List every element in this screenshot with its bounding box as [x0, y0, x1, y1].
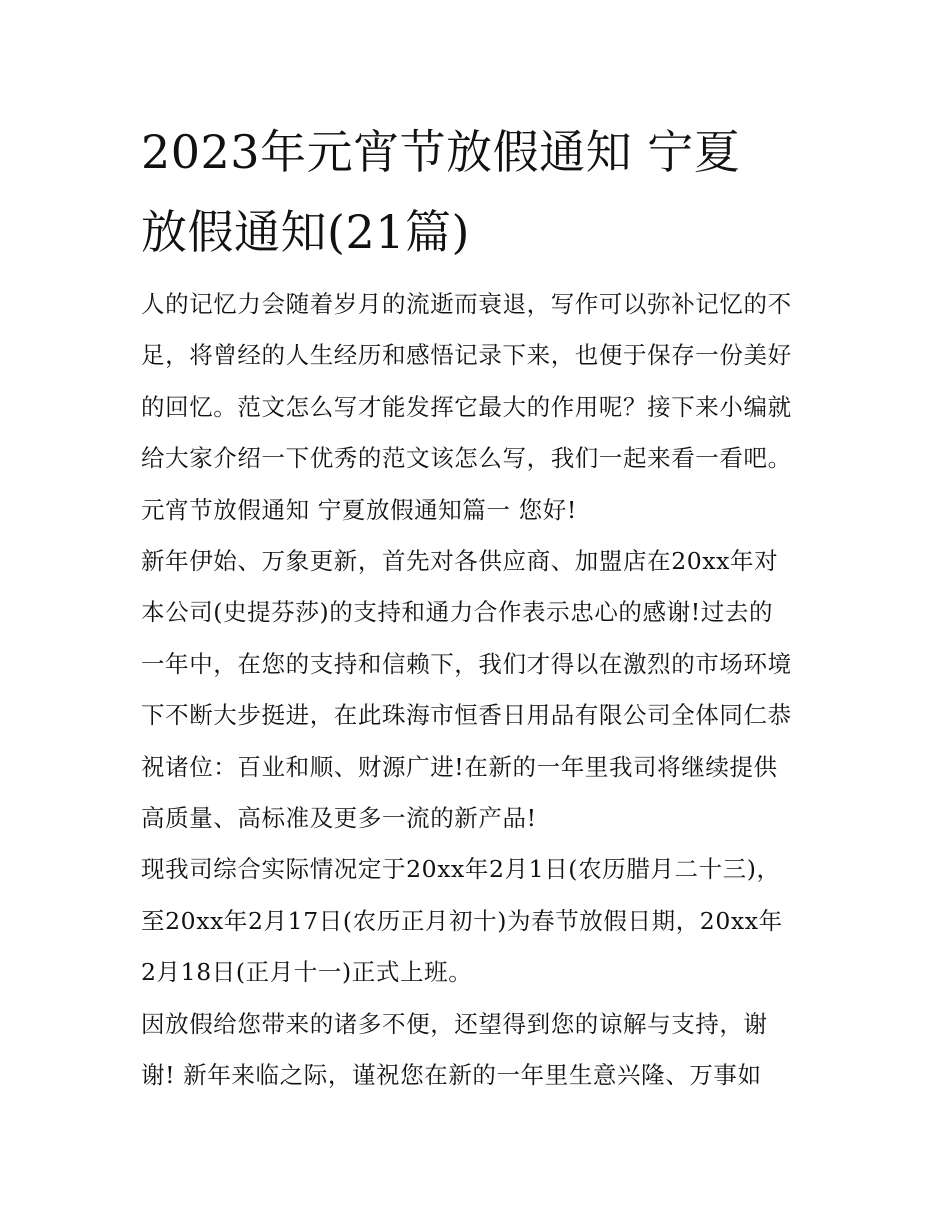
text-line: 元宵节放假通知 宁夏放假通知篇一 您好!	[141, 495, 577, 524]
document-body	[141, 279, 821, 1102]
text-line: 足，将曾经的人生经历和感悟记录下来，也便于保存一份美好	[141, 341, 792, 370]
text-line: 本公司(史提芬莎)的支持和通力合作表示忠心的感谢!过去的	[141, 598, 774, 627]
title-line-1: 2023年元宵节放假通知 宁夏	[141, 125, 741, 179]
text-line: 祝诸位：百业和顺、财源广进!在新的一年里我司将继续提供	[141, 752, 778, 781]
intro-paragraph	[141, 279, 821, 485]
text-line: 现我司综合实际情况定于20xx年2月1日(农历腊月二十三)，	[141, 855, 781, 884]
greeting-paragraph	[141, 536, 821, 844]
text-line: 下不断大步挺进，在此珠海市恒香日用品有限公司全体同仁恭	[141, 701, 792, 730]
text-line: 因放假给您带来的诸多不便，还望得到您的谅解与支持，谢	[141, 1009, 768, 1038]
text-line: 的回忆。范文怎么写才能发挥它最大的作用呢？接下来小编就	[141, 392, 792, 421]
text-line: 人的记忆力会随着岁月的流逝而衰退，写作可以弥补记忆的不	[141, 290, 792, 318]
text-line: 2月18日(正月十一)正式上班。	[141, 958, 473, 987]
text-line: 谢! 新年来临之际，谨祝您在新的一年里生意兴隆、万事如	[141, 1061, 762, 1090]
schedule-paragraph	[141, 844, 821, 998]
document-title	[141, 112, 821, 272]
title-line-2: 放假通知(21篇)	[141, 205, 470, 259]
text-line: 高质量、高标准及更多一流的新产品!	[141, 804, 537, 833]
section-heading-paragraph	[141, 485, 821, 536]
text-line: 至20xx年2月17日(农历正月初十)为春节放假日期，20xx年	[141, 906, 783, 935]
document-page	[141, 112, 821, 1102]
text-line: 给大家介绍一下优秀的范文该怎么写，我们一起来看一看吧。	[141, 444, 792, 473]
closing-paragraph	[141, 999, 821, 1102]
text-line: 新年伊始、万象更新，首先对各供应商、加盟店在20xx年对	[141, 547, 779, 576]
text-line: 一年中，在您的支持和信赖下，我们才得以在激烈的市场环境	[141, 649, 792, 678]
